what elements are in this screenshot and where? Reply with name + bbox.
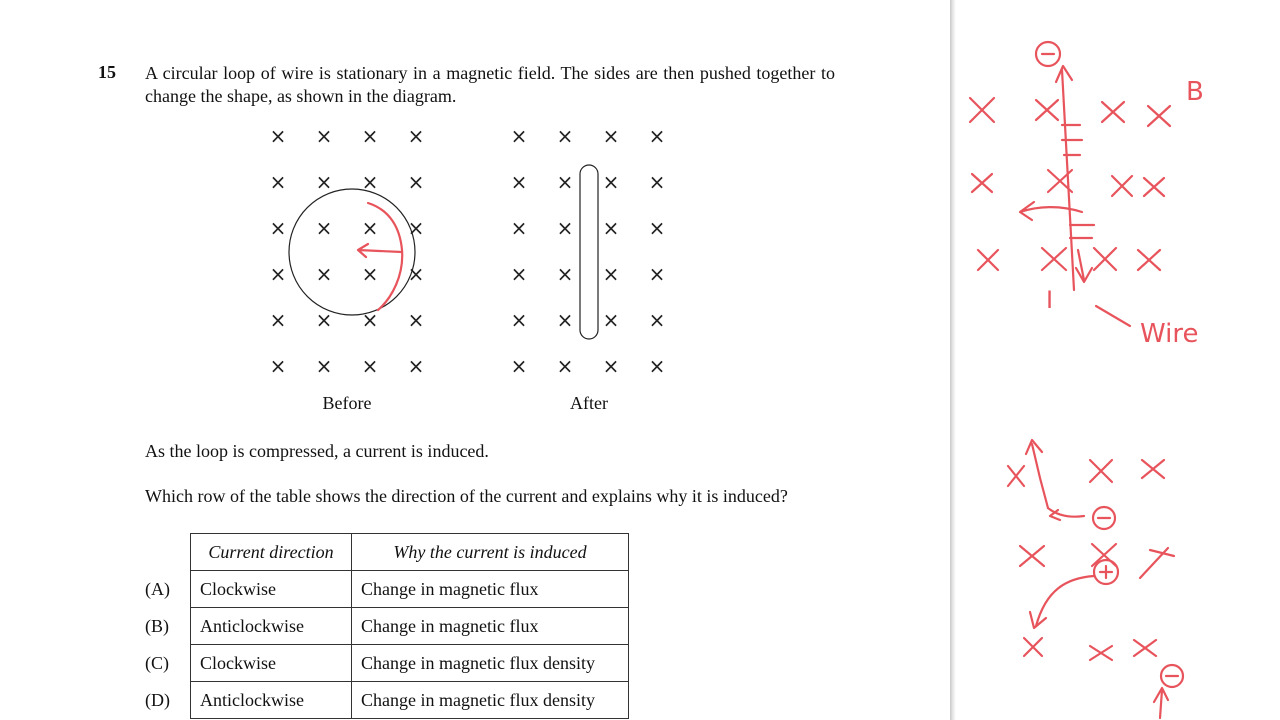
field-cross-mark: × — [648, 124, 666, 148]
row-c-direction: Clockwise — [191, 645, 352, 682]
question-stem: A circular loop of wire is stationary in a magnetic field. The sides are then pushed together to change the shape, as shown in the diagram. — [145, 63, 835, 106]
row-c-reason: Change in magnetic flux density — [352, 645, 629, 682]
sketch-cross-marks — [970, 98, 1170, 270]
field-cross-mark: × — [648, 308, 666, 332]
row-a-reason: Change in magnetic flux — [352, 571, 629, 608]
prompt-text: Which row of the table shows the direction of the current and explains why it is induced? — [145, 486, 788, 506]
field-cross-mark: × — [269, 308, 287, 332]
lower-sketch — [1008, 440, 1183, 718]
wire-arrow-up — [1056, 66, 1072, 82]
header-current-direction: Current direction — [191, 534, 352, 571]
field-cross-mark: × — [556, 354, 574, 378]
wire-pointer — [1096, 306, 1130, 326]
current-label-i: I — [1046, 286, 1054, 314]
question-number: 15 — [98, 62, 116, 82]
option-d-label[interactable]: (D) — [145, 690, 170, 710]
current-arrow-down — [1076, 250, 1092, 282]
force-arrow — [1020, 202, 1082, 220]
before-label: Before — [322, 393, 372, 413]
field-cross-mark: × — [510, 354, 528, 378]
field-cross-mark: × — [269, 262, 287, 286]
row-d-reason: Change in magnetic flux density — [352, 682, 629, 719]
field-cross-mark: × — [315, 170, 333, 194]
field-cross-mark: × — [648, 262, 666, 286]
field-cross-mark: × — [361, 262, 379, 286]
field-cross-mark: × — [510, 170, 528, 194]
field-cross-mark: × — [648, 354, 666, 378]
field-cross-mark: × — [556, 308, 574, 332]
field-cross-mark: × — [510, 308, 528, 332]
field-cross-mark: × — [556, 170, 574, 194]
header-why-induced: Why the current is induced — [352, 534, 629, 571]
field-cross-mark: × — [269, 354, 287, 378]
field-cross-mark: × — [556, 262, 574, 286]
field-cross-mark: × — [602, 216, 620, 240]
row-a-direction: Clockwise — [191, 571, 352, 608]
field-cross-mark: × — [407, 262, 425, 286]
field-cross-mark: × — [602, 308, 620, 332]
field-cross-mark: × — [361, 124, 379, 148]
field-cross-mark: × — [556, 216, 574, 240]
field-cross-mark: × — [510, 124, 528, 148]
field-cross-mark: × — [315, 308, 333, 332]
field-cross-mark: × — [602, 124, 620, 148]
field-cross-mark: × — [556, 124, 574, 148]
wire-label: Wire — [1140, 319, 1199, 349]
row-d-direction: Anticlockwise — [191, 682, 352, 719]
field-cross-mark: × — [602, 170, 620, 194]
field-cross-mark: × — [315, 354, 333, 378]
field-cross-mark: × — [407, 308, 425, 332]
field-cross-mark: × — [407, 354, 425, 378]
arc-arrow — [358, 244, 402, 257]
field-label-b: B — [1186, 77, 1204, 107]
field-cross-mark: × — [315, 262, 333, 286]
field-cross-mark: × — [269, 216, 287, 240]
field-cross-mark: × — [510, 262, 528, 286]
field-cross-mark: × — [602, 262, 620, 286]
option-a-label[interactable]: (A) — [145, 579, 170, 599]
field-cross-mark: × — [315, 124, 333, 148]
row-b-direction: Anticlockwise — [191, 608, 352, 645]
field-cross-mark: × — [407, 170, 425, 194]
field-cross-mark: × — [361, 308, 379, 332]
field-cross-mark: × — [269, 170, 287, 194]
field-cross-mark: × — [407, 124, 425, 148]
field-cross-mark: × — [269, 124, 287, 148]
field-cross-mark: × — [315, 216, 333, 240]
option-c-label[interactable]: (C) — [145, 653, 169, 673]
field-cross-mark: × — [648, 216, 666, 240]
field-cross-mark: × — [361, 354, 379, 378]
field-cross-mark: × — [648, 170, 666, 194]
wire-line — [1062, 70, 1074, 290]
after-label: After — [570, 393, 608, 413]
field-cross-mark: × — [510, 216, 528, 240]
field-cross-mark: × — [602, 354, 620, 378]
row-b-reason: Change in magnetic flux — [352, 608, 629, 645]
field-cross-mark: × — [361, 170, 379, 194]
option-b-label[interactable]: (B) — [145, 616, 169, 636]
induced-current-arc — [368, 203, 402, 310]
field-cross-mark: × — [407, 216, 425, 240]
statement-text: As the loop is compressed, a current is induced. — [145, 441, 489, 461]
field-cross-mark: × — [361, 216, 379, 240]
